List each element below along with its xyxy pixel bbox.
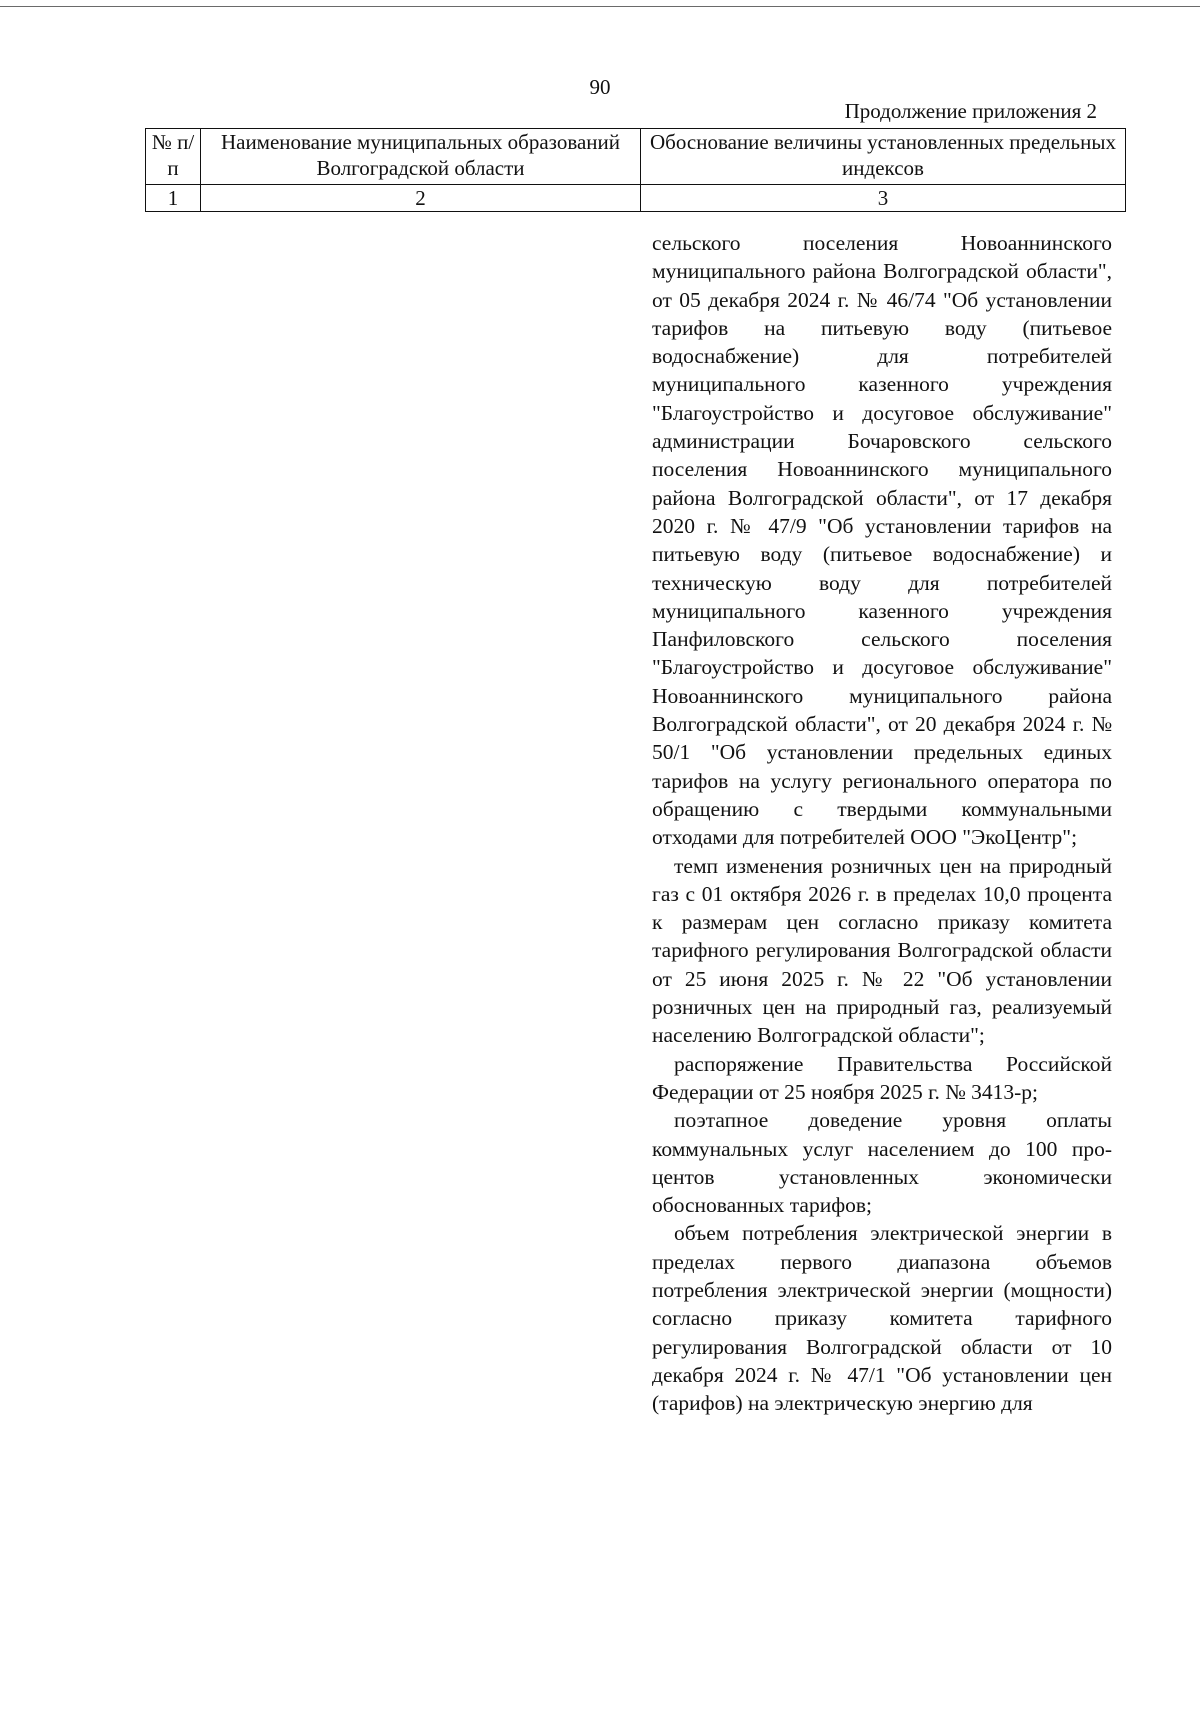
column-number-3: 3 (641, 185, 1126, 212)
justification-column-text (652, 229, 1112, 1417)
column-header-justification: Обоснование величины установленных предельных индексов (641, 129, 1126, 185)
column-header-number: № п/п (146, 129, 201, 185)
paragraph-regulation-list: сельского поселения Новоаннинского муниципального района Волгоградской области", от 05 декабря 2024 г. № 46/74 "Об установлении тарифов на питьевую воду (питьевое водоснабжение) для потребителей муниципального казенного учреждения "Благоустройство и досуговое обслуживание" администрации Бочаровского сельского поселения Новоаннинского муниципального района Волгоградской области", от 17 декабря 2020 г. № 47/9 "Об установлении тарифов на питьевую воду (питьевое водоснабжение) и техническую воду для потребителей муниципального казенного учреждения Панфиловского сельского поселения "Благоустройство и досуговое обслуживание" Новоаннинского муниципального района Волгоградской области", от 20 декабря 2024 г. № 50/1 "Об установлении предельных единых тарифов на услугу регионального оператора по обращению с твердыми коммунальными отходами для потребителей ООО "ЭкоЦентр"; (652, 231, 1112, 850)
table-header (145, 128, 1126, 212)
paragraph-electricity-volume: объем потребления электрической энергии в пределах первого диапазона объемов потребления электрической энергии (мощности) согласно приказу комитета тарифного регулирования Волгоградской области от 10 декабря 2024 г. № 47/1 "Об установлении цен (тарифов) на электрическую энергию для (652, 1221, 1112, 1416)
paragraph-payment-level: поэтапное доведение уровня оплаты коммунальных услуг населением до 100 процентов установленных экономически обоснованных тарифов; (652, 1108, 1112, 1218)
column-number-row (146, 185, 1126, 212)
paragraph-gas-price: темп изменения розничных цен на природный газ с 01 октября 2026 г. в пределах 10,0 процента к размерам цен согласно приказу комитета тарифного регулирования Волгоградской области от 25 июня 2025 г. № 22 "Об установлении розничных цен на природный газ, реализуемый населению Волгоградской области"; (652, 853, 1112, 1048)
paragraph-government-order: распоряжение Правительства Российской Федерации от 25 ноября 2025 г. № 3413-р; (652, 1051, 1112, 1104)
column-header-municipality: Наименование муниципальных образований Волгоградской области (201, 129, 641, 185)
page-number: 90 (589, 75, 611, 99)
column-number-2: 2 (201, 185, 641, 212)
column-number-1: 1 (146, 185, 201, 212)
appendix-continuation-label: Продолжение приложения 2 (844, 99, 1097, 123)
top-scan-edge-line (0, 6, 1200, 7)
table-header-row (146, 129, 1126, 185)
